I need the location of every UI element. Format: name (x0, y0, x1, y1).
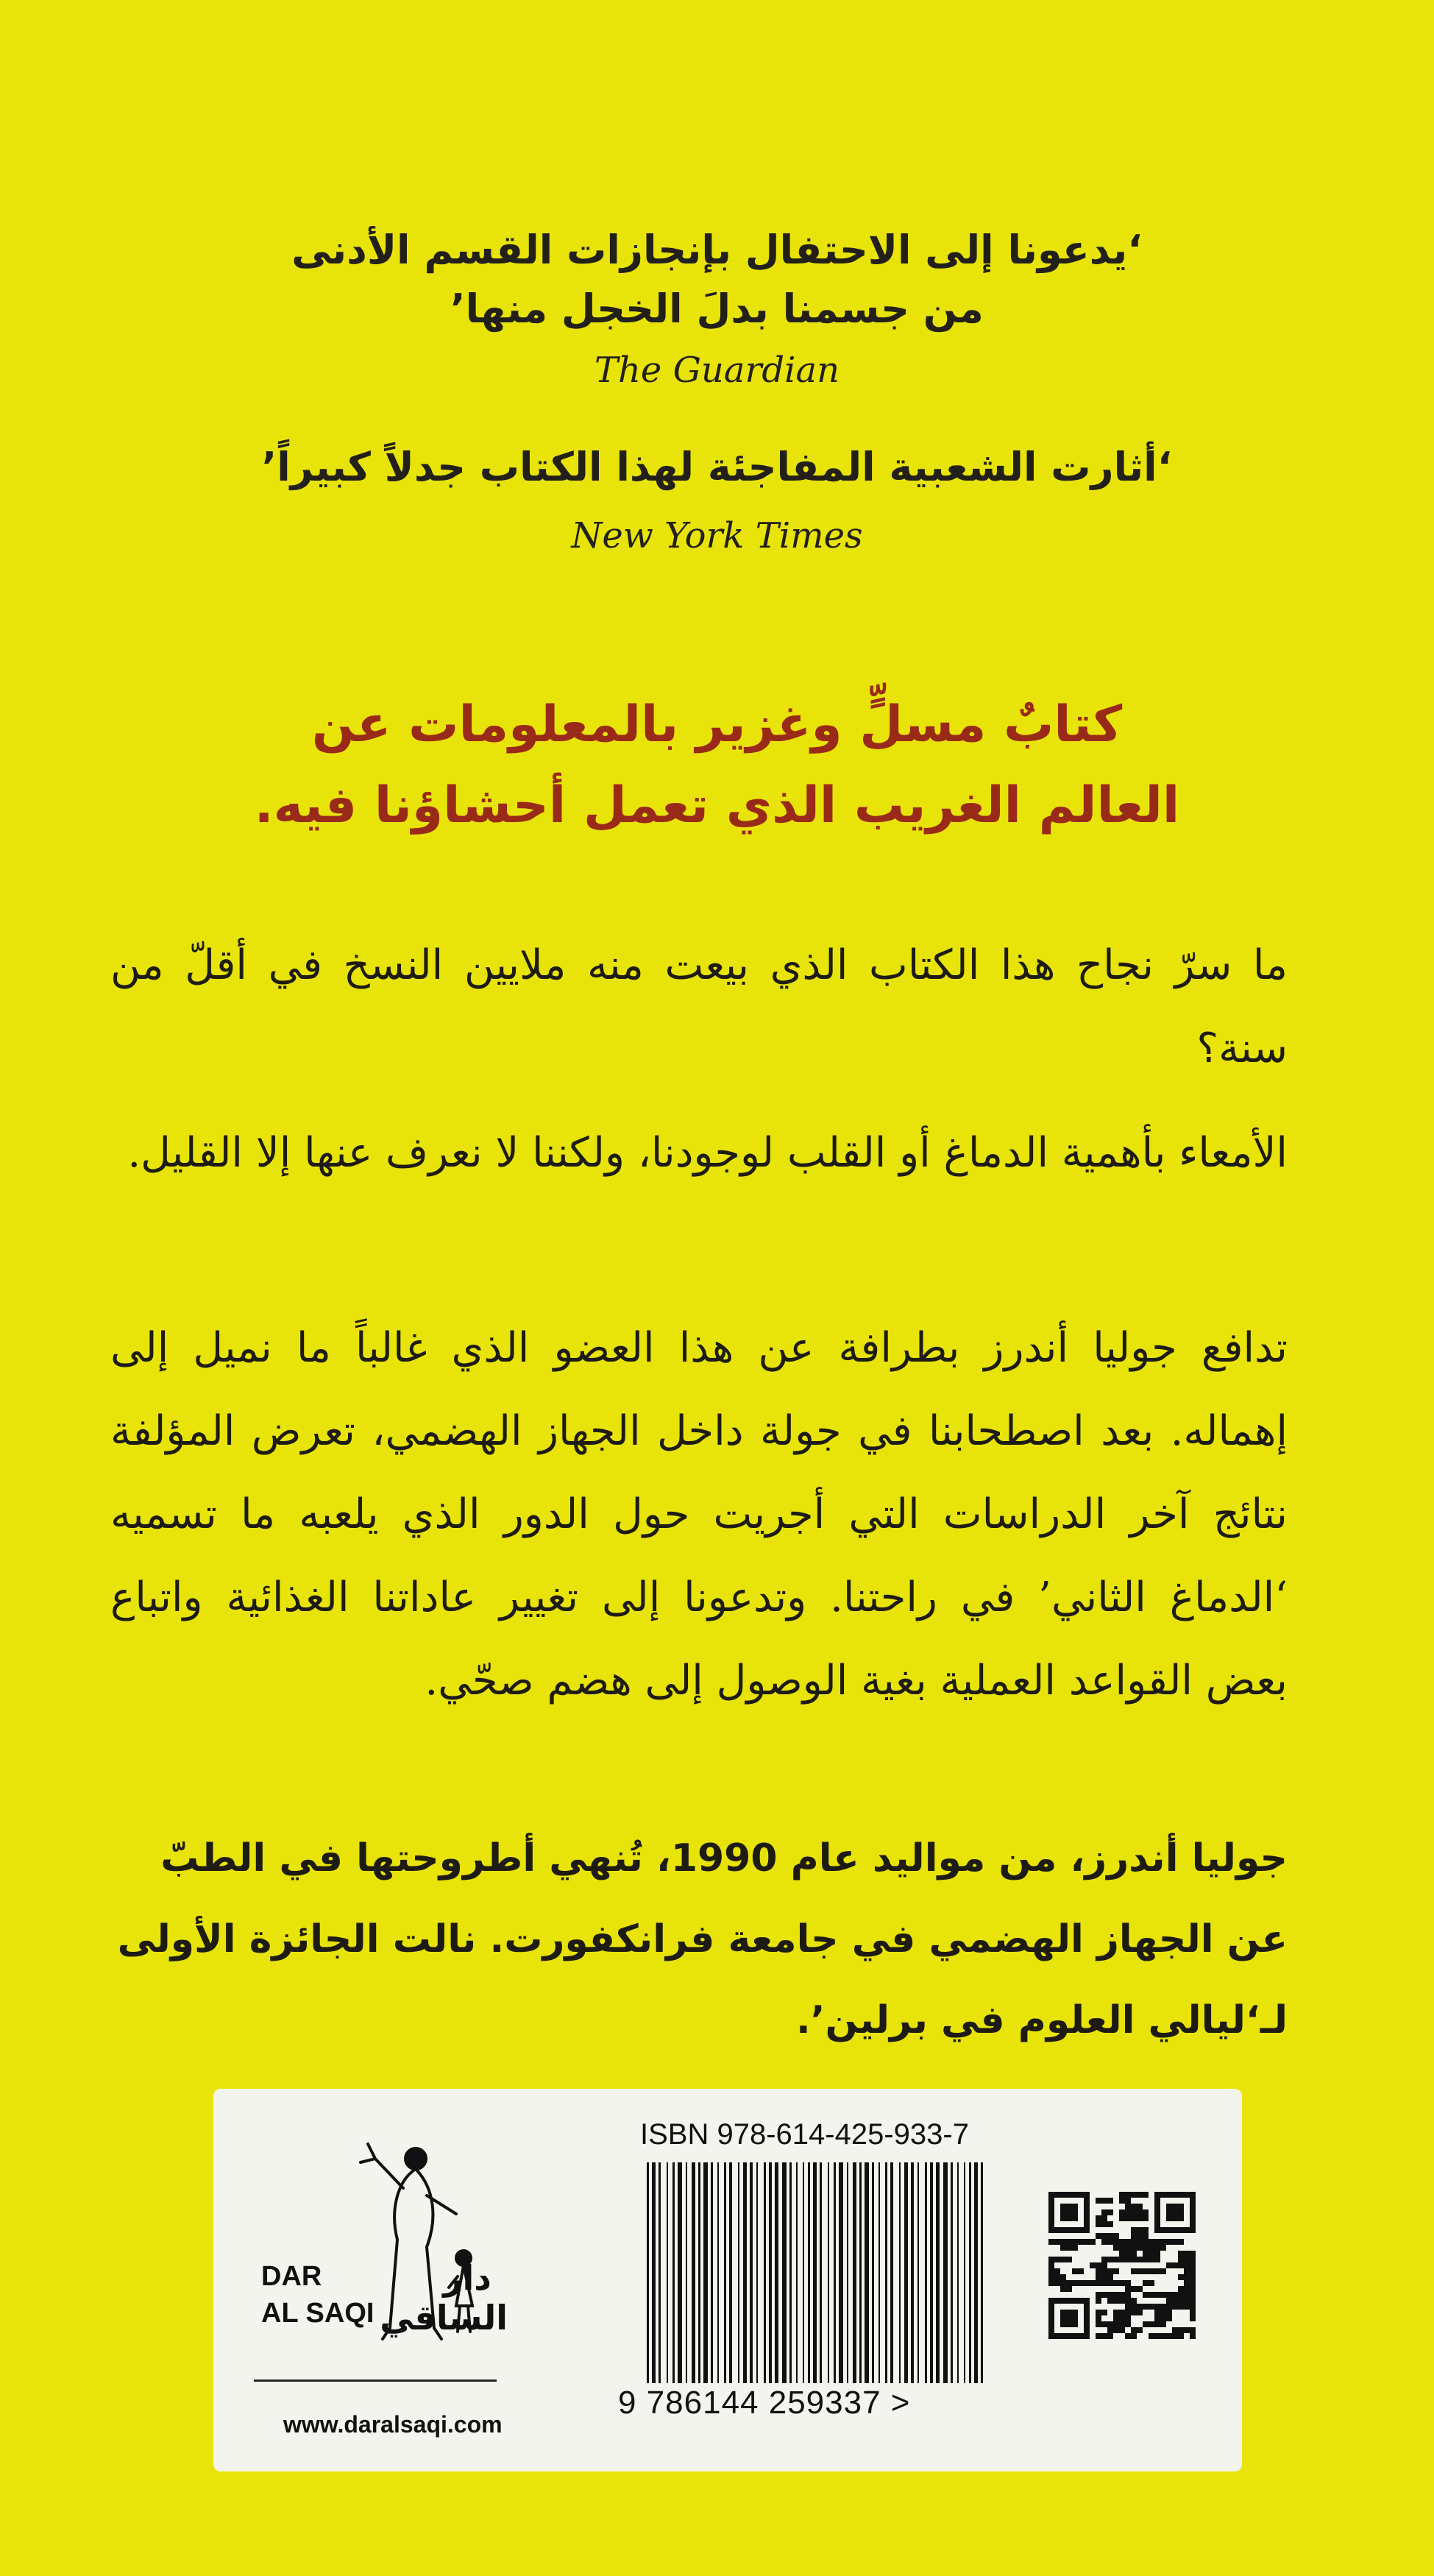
body-paragraph: الأمعاء بأهمية الدماغ أو القلب لوجودنا، ولكننا لا نعرف عنها إلا القليل. (127, 1129, 1288, 1177)
body-paragraph: تدافع جوليا أندرز بطرافة عن هذا العضو الذي غالباً ما نميل إلى إهماله. بعد اصطحابنا في جولة داخل الجهاز الهضمي، تعرض المؤلفة نتائج آخر الدراسات التي أجريت حول الدور الذي يلعبه ما تسميه ‘الدماغ الثاني’ في راحتنا. وتدعونا إلى تغيير عاداتنا الغذائية واتباع بعض القواعد العملية بغية الوصول إلى هضم صحّي. (110, 1324, 1288, 1705)
qr-code (1048, 2192, 1196, 2339)
tagline-line: العالم الغريب الذي تعمل أحشاؤنا فيه. (254, 776, 1180, 835)
barcode-number: 9 786144 259337 > (618, 2385, 911, 2421)
body-paragraph: ما سرّ نجاح هذا الكتاب الذي بيعت منه ملايين النسخ في أقلّ من سنة؟ (110, 941, 1288, 1072)
quote-source-guardian: The Guardian (594, 350, 840, 391)
tagline (0, 684, 1434, 846)
publisher-name-arabic: دار الساقي (380, 2258, 508, 2338)
quote-nyt (0, 438, 1434, 497)
isbn-label: ISBN 978-614-425-933-7 (640, 2118, 969, 2151)
logo-divider (254, 2379, 497, 2382)
quote-guardian (0, 221, 1434, 339)
publisher-label (213, 2089, 1242, 2471)
publisher-name-line: AL SAQI (261, 2298, 375, 2329)
quote-line: ‘أثارت الشعبية المفاجئة لهذا الكتاب جدلاً كبيراً’ (261, 444, 1173, 490)
publisher-name-latin (261, 2258, 374, 2332)
quote-line: ‘يدعونا إلى الاحتفال بإنجازات القسم الأدنى (291, 227, 1143, 273)
author-bio: جوليا أندرز، من مواليد عام 1990، تُنهي أطروحتها في الطبّ عن الجهاز الهضمي في جامعة فرانكفورت. نالت الجائزة الأولى لـ‘ليالي العلوم في برلين’. (117, 1836, 1288, 2042)
quote-source-nyt: New York Times (571, 515, 863, 556)
publisher-website: www.daralsaqi.com (283, 2411, 503, 2438)
barcode-image (644, 2162, 990, 2383)
quote-line: من جسمنا بدلَ الخجل منها’ (450, 286, 984, 332)
tagline-line: كتابٌ مسلٍّ وغزير بالمعلومات عن (311, 696, 1123, 754)
publisher-name-line: DAR (261, 2261, 322, 2292)
